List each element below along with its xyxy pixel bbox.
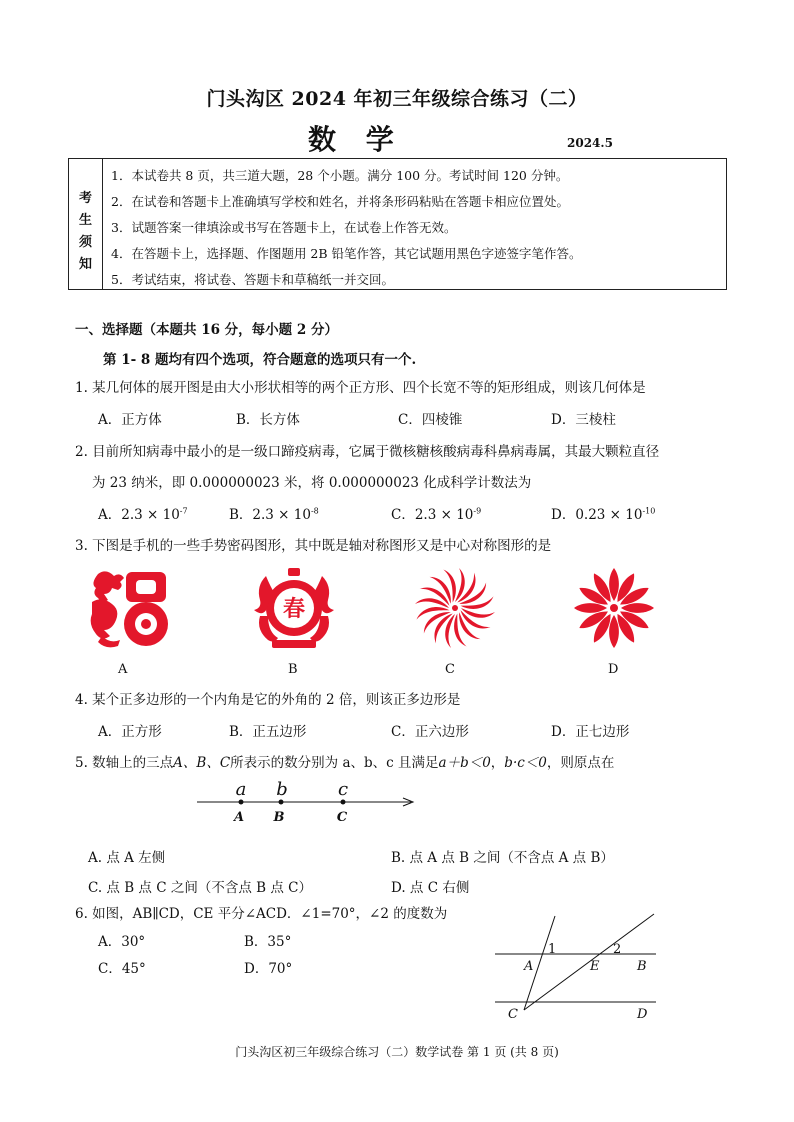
question-4-stem: 4. 某个正多边形的一个内角是它的外角的 2 倍，则该正多边形是 [75,692,461,708]
notice-item: 1．本试卷共 8 页，共三道大题，28 个小题。满分 100 分。考试时间 120 分钟。 [111,168,569,183]
q5-points: A、B、C [173,755,231,771]
axis-point-a: A [233,810,245,825]
point-c-label: C [508,1007,518,1022]
question-5-stem: 5. 数轴上的三点A、B、C所表示的数分别为 a、b、c 且满足a＋b＜0，b·c＜0，则原点在 [75,755,615,771]
figure-c-label: C [445,662,455,677]
paper-title: 门头沟区 2024 年初三年级综合练习（二） [206,88,588,110]
number-line [195,780,420,828]
q1-option-d: D．三棱柱 [551,412,616,428]
angle-2-label: 2 [613,942,622,957]
figure-b-chun-dragons [250,566,338,650]
section-instruction: 第 1- 8 题均有四个选项，符合题意的选项只有一个. [103,352,417,368]
q5-condition-2: b·c＜0 [504,755,547,771]
point-a-label: A [524,959,534,974]
question-2-stem-cont: 为 23 纳米，即 0.000000023 米，将 0.000000023 化成科学计数法为 [92,475,532,491]
notice-label-char: 须 [79,235,93,250]
subject-title: 数 学 [308,123,404,156]
axis-point-c: C [336,810,348,825]
q6-option-b: B．35° [244,934,292,950]
q2-option-d: D．$0.23 \times 10^{-10}$ [551,506,656,523]
q5-option-d: D. 点 C 右侧 [391,880,470,896]
exam-date: 2024.5 [567,136,613,150]
q2-option-b: B．$2.3 \times 10^{-8}$ [229,506,319,523]
q5-option-a: A. 点 A 左侧 [88,850,166,866]
geometry-figure [490,910,665,1026]
q2-option-c: C．$2.3 \times 10^{-9}$ [391,506,482,523]
q1-option-a: A．正方体 [98,412,162,428]
point-b-label: B [637,959,647,974]
angle-1-label: 1 [548,942,557,957]
axis-label-b: b [276,780,288,800]
notice-label [69,159,103,289]
q6-option-d: D．70° [244,961,293,977]
q1-option-b: B．长方体 [236,412,300,428]
figure-a-label: A [118,662,128,677]
page-footer: 门头沟区初三年级综合练习（二）数学试卷 第 1 页 (共 8 页) [235,1045,559,1059]
q4-option-c: C．正六边形 [391,724,469,740]
question-2-stem: 2. 目前所知病毒中最小的是一级口蹄疫病毒，它属于微核糖核酸病毒科鼻病毒属，其最大颗粒直径 [75,444,660,460]
notice-item: 2．在试卷和答题卡上准确填写学校和姓名，并将条形码粘贴在答题卡相应位置处。 [111,194,569,209]
figure-d-flower [570,566,658,650]
notice-label-char: 生 [79,213,93,228]
notice-item: 5．考试结束，将试卷、答题卡和草稿纸一并交回。 [111,272,394,287]
axis-point-b: B [273,810,285,825]
question-3-stem: 3. 下图是手机的一些手势密码图形，其中既是轴对称图形又是中心对称图形的是 [75,538,552,554]
notice-item: 4．在答题卡上，选择题、作图题用 2B 铅笔作答，其它试题用黑色字迹签字笔作答。 [111,246,582,261]
q6-option-a: A．30° [98,934,146,950]
q4-option-a: A．正方形 [98,724,162,740]
q2-option-a: A．$2.3 \times 10^{-7}$ [98,506,188,523]
q4-option-d: D．正七边形 [551,724,630,740]
axis-label-a: a [235,780,247,800]
section-title: 一、选择题（本题共 16 分，每小题 2 分） [75,322,338,338]
q6-option-c: C．45° [98,961,146,977]
q5-condition-1: a＋b＜0 [438,755,491,771]
notice-label-char: 考 [79,191,93,206]
point-e-label: E [590,959,600,974]
figure-b-char: 春 [282,597,306,622]
q5-option-b: B. 点 A 点 B 之间（不含点 A 点 B） [391,850,614,866]
question-1-stem: 1. 某几何体的展开图是由大小形状相等的两个正方形、四个长宽不等的矩形组成，则该几何体是 [75,380,646,396]
notice-item: 3．试题答案一律填涂或书写在答题卡上，在试卷上作答无效。 [111,220,457,235]
point-d-label: D [637,1007,648,1022]
notice-box [68,158,727,290]
figure-c-swirl [413,566,497,650]
axis-label-c: c [337,780,349,800]
q5-option-c: C. 点 B 点 C 之间（不含点 B 点 C） [88,880,312,896]
q1-option-c: C．四棱锥 [398,412,463,428]
question-6-stem: 6. 如图，AB∥CD，CE 平分∠ACD．∠1=70°，∠2 的度数为 [75,906,448,922]
notice-label-char: 知 [79,257,93,272]
figure-d-label: D [608,662,619,677]
q4-option-b: B．正五边形 [229,724,307,740]
figure-b-label: B [288,662,298,677]
figure-a-dragon-eight [86,566,170,650]
